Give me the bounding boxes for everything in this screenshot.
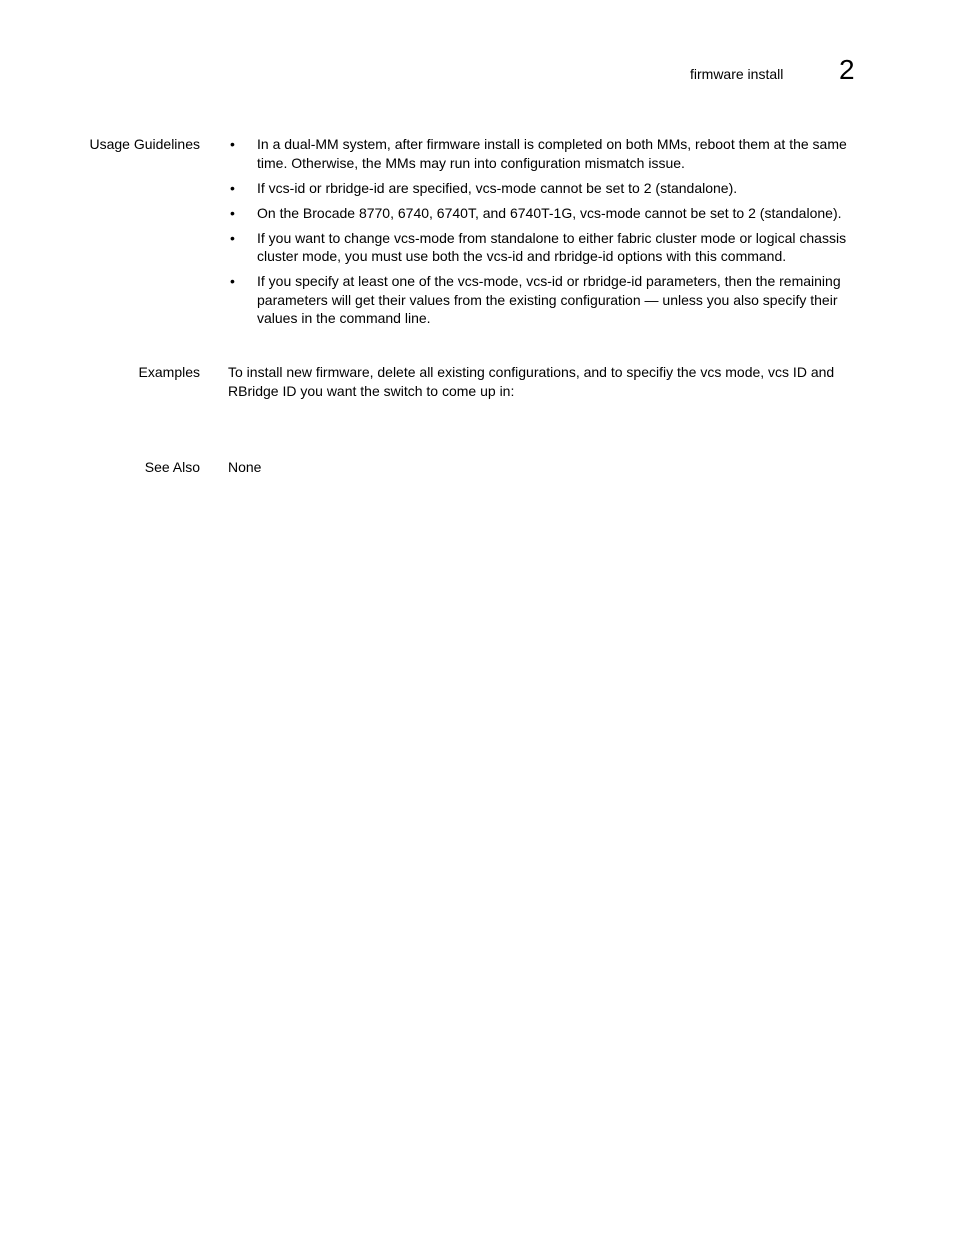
running-header-title: firmware install <box>690 66 784 82</box>
bullet-icon: • <box>230 229 235 246</box>
usage-guideline-item <box>228 179 873 198</box>
examples-body <box>228 363 873 400</box>
usage-guideline-item <box>228 135 873 172</box>
usage-guideline-text: If you want to change vcs-mode from standalone to either fabric cluster mode or logical chassis cluster mode, you must use both the vcs-id and rbridge-id options with this command. <box>257 229 847 264</box>
usage-guideline-item <box>228 272 873 328</box>
usage-guidelines-list <box>228 135 873 328</box>
usage-guideline-text: If vcs-id or rbridge-id are specified, vcs-mode cannot be set to 2 (standalone). <box>257 179 738 196</box>
chapter-number: 2 <box>839 54 855 85</box>
bullet-icon: • <box>230 136 235 152</box>
see-also-heading: See Also <box>144 459 200 475</box>
see-also-text: None <box>228 459 262 475</box>
usage-guideline-text: If you specify at least one of the vcs-mode, vcs-id or rbridge-id parameters, then the remaining parameters will get their values from the existing configuration — unless you also specify their values in the command line. <box>257 273 841 326</box>
usage-guideline-text: In a dual-MM system, after firmware install is completed on both MMs, reboot them at the same time. Otherwise, the MMs may run into configuration mismatch issue. <box>257 136 847 171</box>
examples-heading: Examples <box>138 364 200 380</box>
bullet-icon: • <box>230 204 235 221</box>
see-also-body <box>228 458 873 477</box>
usage-guideline-item <box>228 204 873 223</box>
bullet-icon: • <box>230 179 235 196</box>
bullet-icon: • <box>230 273 235 289</box>
examples-text: To install new firmware, delete all existing configurations, and to specifiy the vcs mode, vcs ID and RBridge ID you want the switch to come up in: <box>228 364 835 399</box>
usage-guidelines-body <box>228 135 873 334</box>
usage-guideline-item <box>228 229 873 266</box>
usage-guidelines-heading: Usage Guidelines <box>89 136 200 152</box>
usage-guideline-text: On the Brocade 8770, 6740, 6740T, and 6740T-1G, vcs-mode cannot be set to 2 (standalone). <box>257 204 842 221</box>
